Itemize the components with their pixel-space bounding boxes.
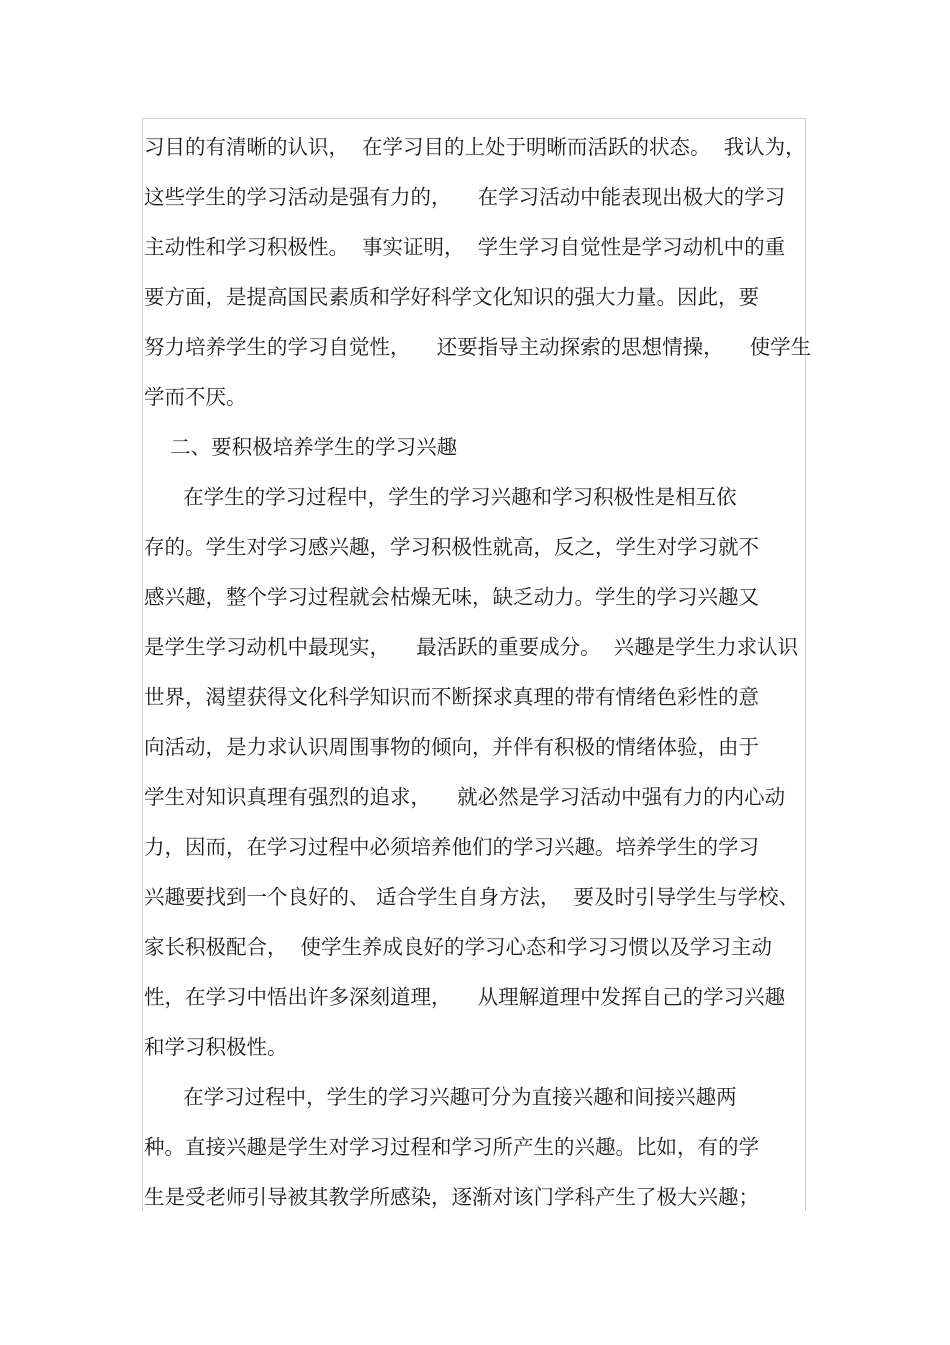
text-line: 存的。学生对学习感兴趣，学习积极性就高，反之，学生对学习就不 [144,535,759,559]
text-line: 学而不厌。 [144,385,247,409]
text-line: 要方面，是提高国民素质和学好科学文化知识的强大力量。因此，要 [144,285,759,309]
text-line: 学生对知识真理有强烈的追求， 就必然是学习活动中强有力的内心动 [144,785,786,809]
text-line: 种。直接兴趣是学生对学习过程和学习所产生的兴趣。比如，有的学 [144,1135,759,1159]
text-line: 在学生的学习过程中，学生的学习兴趣和学习积极性是相互依 [144,485,737,509]
text-line: 兴趣要找到一个良好的、 适合学生自身方法， 要及时引导学生与学校、 [144,885,800,909]
text-line: 和学习积极性。 [144,1035,288,1059]
text-line: 向活动，是力求认识周围事物的倾向，并伴有积极的情绪体验，由于 [144,735,759,759]
text-line: 习目的有清晰的认识， 在学习目的上处于明晰而活跃的状态。 我认为， [144,135,806,159]
text-line: 这些学生的学习活动是强有力的， 在学习活动中能表现出极大的学习 [144,185,786,209]
text-line: 主动性和学习积极性。 事实证明， 学生学习自觉性是学习动机中的重 [144,235,786,259]
section-heading: 二、要积极培养学生的学习兴趣 [144,435,458,459]
text-line: 性，在学习中悟出许多深刻道理， 从理解道理中发挥自己的学习兴趣 [144,985,786,1009]
text-line: 世界，渴望获得文化科学知识而不断探求真理的带有情绪色彩性的意 [144,685,759,709]
text-line: 家长积极配合， 使学生养成良好的学习心态和学习习惯以及学习主动 [144,935,773,959]
text-line: 努力培养学生的学习自觉性， 还要指导主动探索的思想情操， 使学生 [144,335,812,359]
text-line: 感兴趣，整个学习过程就会枯燥无味，缺乏动力。学生的学习兴趣又 [144,585,759,609]
text-line: 在学习过程中，学生的学习兴趣可分为直接兴趣和间接兴趣两 [144,1085,737,1109]
text-line: 力，因而，在学习过程中必须培养他们的学习兴趣。培养学生的学习 [144,835,759,859]
text-line: 是学生学习动机中最现实， 最活跃的重要成分。 兴趣是学生力求认识 [144,635,799,659]
text-line: 生是受老师引导被其教学所感染，逐渐对该门学科产生了极大兴趣； [144,1185,759,1209]
